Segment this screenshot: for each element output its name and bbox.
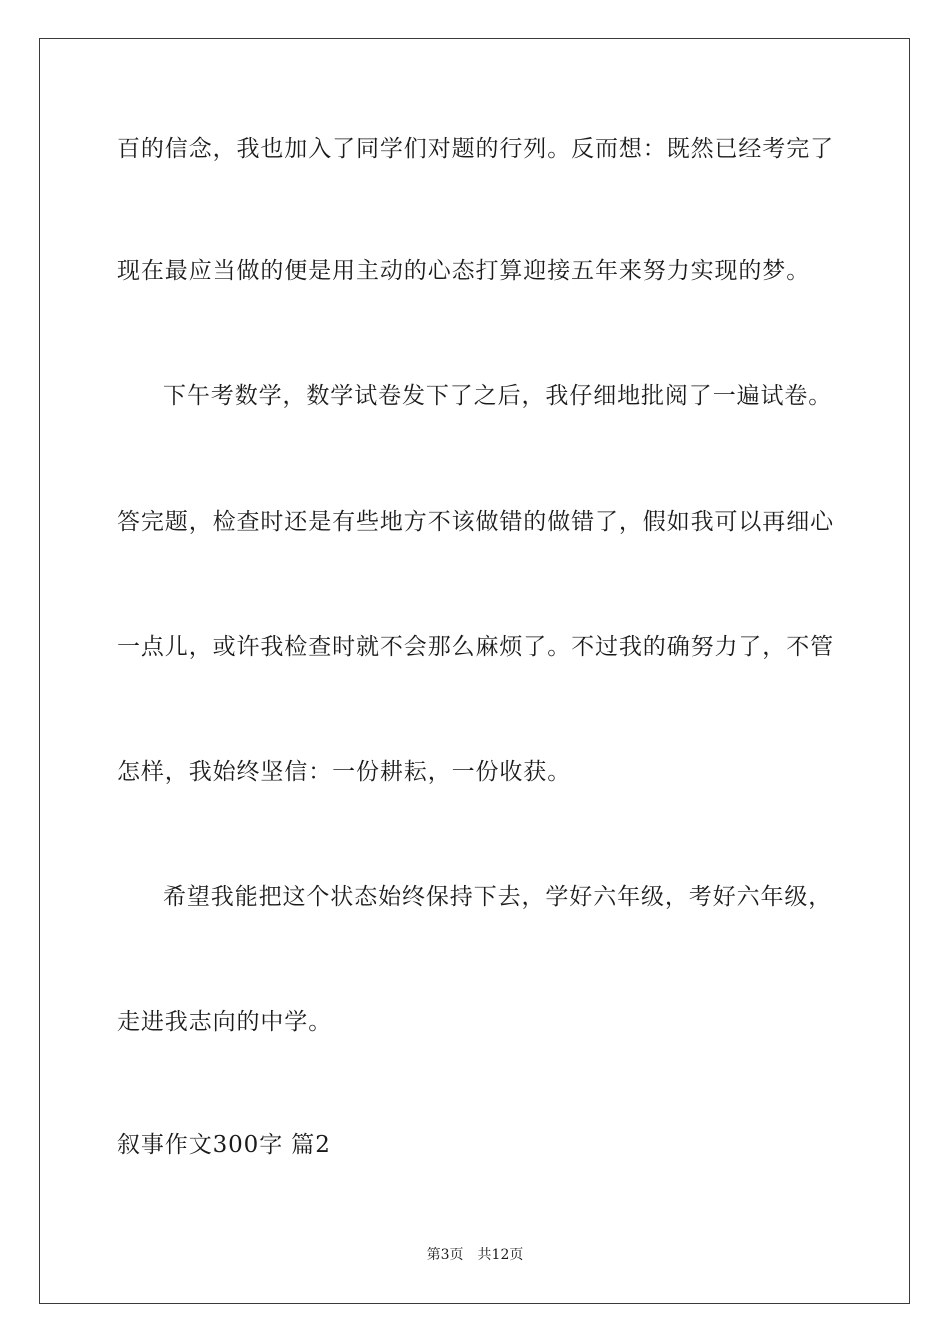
paragraph-line: 怎样，我始终坚信：一份耕耘，一份收获。 (117, 759, 572, 785)
paragraph-line: 下午考数学，数学试卷发下了之后，我仔细地批阅了一遍试卷。 (163, 383, 833, 409)
page-footer (0, 1245, 950, 1265)
paragraph-line: 希望我能把这个状态始终保持下去，学好六年级，考好六年级， (163, 884, 833, 910)
page-number: 第3页 (426, 1247, 464, 1263)
page-total: 共12页 (477, 1247, 524, 1263)
paragraph-line: 一点儿，或许我检查时就不会那么麻烦了。不过我的确努力了，不管 (117, 634, 834, 660)
paragraph-line: 答完题，检查时还是有些地方不该做错的做错了，假如我可以再细心 (117, 509, 834, 535)
section-heading: 叙事作文300字 篇2 (117, 1132, 331, 1158)
paragraph-line: 百的信念，我也加入了同学们对题的行列。反而想：既然已经考完了 (117, 136, 834, 162)
paragraph-line: 走进我志向的中学。 (117, 1009, 333, 1035)
paragraph-line: 现在最应当做的便是用主动的心态打算迎接五年来努力实现的梦。 (117, 258, 811, 284)
page-border (39, 38, 910, 1304)
